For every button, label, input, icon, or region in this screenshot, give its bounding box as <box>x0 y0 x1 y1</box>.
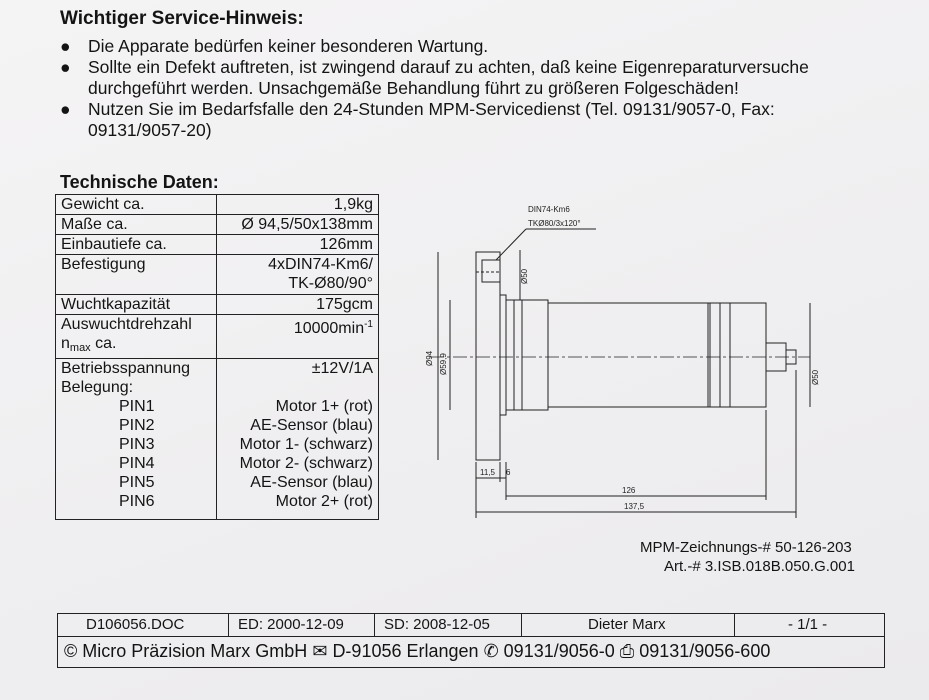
shoulder <box>500 295 506 415</box>
pin-id: PIN4 <box>119 455 155 472</box>
spec-value <box>217 359 379 520</box>
spec-label-line: Belegung: <box>61 379 134 396</box>
spec-label-line: ca. <box>90 335 117 352</box>
callout-text: DIN74-Km6 <box>528 205 570 214</box>
spec-label: Befestigung <box>56 255 217 295</box>
dim-label: 126 <box>622 486 636 495</box>
service-item <box>60 57 880 99</box>
housing <box>548 303 708 407</box>
pin-desc: Motor 2- (schwarz) <box>239 455 373 472</box>
doc-id: D106056.DOC <box>86 616 185 633</box>
pin-id: PIN2 <box>119 417 155 434</box>
service-line: 09131/9057-20) <box>88 120 212 140</box>
service-line: Die Apparate bedürfen keiner besonderen Wartung. <box>88 36 489 56</box>
service-line: durchgeführt werden. Unsachgemäße Behandlung führt zu größeren Folgeschäden! <box>88 78 739 98</box>
dim-label: Ø50 <box>811 369 820 385</box>
spec-label: Wuchtkapazität <box>56 295 217 315</box>
phone-icon: ✆ <box>483 641 499 661</box>
fax-number: 09131/9056-600 <box>639 641 771 661</box>
spec-label: Einbautiefe ca. <box>56 235 217 255</box>
bullet-icon: ● <box>60 36 71 56</box>
table-row <box>56 295 379 315</box>
bullet-icon: ● <box>60 99 71 119</box>
fax-icon: ⎙ <box>619 641 635 661</box>
spec-value-line: 4xDIN74-Km6/ <box>268 256 373 273</box>
dim-label: 6 <box>506 468 511 477</box>
save-date: SD: 2008-12-05 <box>384 616 490 633</box>
dim-label: Ø50 <box>520 268 529 284</box>
bullet-icon: ● <box>60 57 71 77</box>
tech-data-title: Technische Daten: <box>60 172 219 192</box>
spec-label: Maße ca. <box>56 215 217 235</box>
spec-label-line: n <box>61 335 70 352</box>
service-title: Wichtiger Service-Hinweis: <box>60 8 304 29</box>
divider <box>521 614 522 636</box>
body-front <box>506 300 548 410</box>
spec-value <box>217 255 379 295</box>
pin-id: PIN6 <box>119 493 155 510</box>
spec-value: Ø 94,5/50x138mm <box>217 215 379 235</box>
spec-value <box>217 315 379 359</box>
table-row <box>56 195 379 215</box>
footer-company-row <box>64 641 770 662</box>
footer-meta-row <box>58 614 884 637</box>
service-line: Nutzen Sie im Bedarfsfalle den 24-Stunden MPM-Servicedienst (Tel. 09131/9057-0, Fax: <box>88 99 775 119</box>
pin-id: PIN3 <box>119 436 155 453</box>
table-row <box>56 315 379 359</box>
service-item <box>60 99 880 141</box>
address: D-91056 Erlangen <box>332 641 479 661</box>
table-row <box>56 255 379 295</box>
subscript: max <box>69 342 91 354</box>
edit-date: ED: 2000-12-09 <box>238 616 344 633</box>
pin-desc: Motor 2+ (rot) <box>275 493 373 510</box>
spec-value: 1,9kg <box>217 195 379 215</box>
dim-label: 137,5 <box>624 502 645 511</box>
tech-data-table <box>55 194 379 520</box>
flange <box>476 252 500 460</box>
footer-box <box>57 613 885 668</box>
pin-desc: Motor 1- (schwarz) <box>239 436 373 453</box>
dim-label: Ø94 <box>425 350 434 366</box>
pin-desc: AE-Sensor (blau) <box>250 474 373 491</box>
article-number: Art.-# 3.ISB.018B.050.G.001 <box>664 558 855 575</box>
pin-desc: AE-Sensor (blau) <box>250 417 373 434</box>
spec-value-line: TK-Ø80/90° <box>288 275 373 292</box>
page-number: - 1/1 - <box>788 616 828 633</box>
drawing-number: MPM-Zeichnungs-# 50-126-203 <box>640 539 852 556</box>
table-row <box>56 359 379 520</box>
table-row <box>56 215 379 235</box>
spec-value-line: ±12V/1A <box>311 360 373 377</box>
service-item <box>60 36 880 57</box>
pin-id: PIN1 <box>119 398 155 415</box>
mount-hole <box>482 260 500 282</box>
spec-value-line: 10000min <box>293 320 365 337</box>
spec-value: 126mm <box>217 235 379 255</box>
divider <box>734 614 735 636</box>
service-list <box>60 36 880 141</box>
spec-label: Gewicht ca. <box>56 195 217 215</box>
phone-number: 09131/9056-0 <box>503 641 615 661</box>
company-name: © Micro Präzision Marx GmbH <box>64 641 308 661</box>
spec-label <box>56 315 217 359</box>
superscript: -1 <box>364 319 373 330</box>
spec-value: 175gcm <box>217 295 379 315</box>
spec-label-line: Betriebsspannung <box>61 360 190 377</box>
divider <box>374 614 375 636</box>
dim-label: Ø59,9 <box>439 353 448 375</box>
divider <box>228 614 229 636</box>
mail-icon: ✉ <box>312 641 328 661</box>
spec-label <box>56 359 217 520</box>
spec-label-line: Auswuchtdrehzahl <box>61 316 192 333</box>
pin-desc: Motor 1+ (rot) <box>275 398 373 415</box>
rear-cap <box>708 303 766 407</box>
table-row <box>56 235 379 255</box>
dim-label: 11,5 <box>480 468 495 477</box>
service-line: Sollte ein Defekt auftreten, ist zwingend darauf zu achten, daß keine Eigenreparaturversuche <box>88 57 809 77</box>
motor-drawing <box>410 200 830 530</box>
callout-text: TKØ80/3x120° <box>528 219 581 228</box>
author: Dieter Marx <box>588 616 666 633</box>
pin-id: PIN5 <box>119 474 155 491</box>
